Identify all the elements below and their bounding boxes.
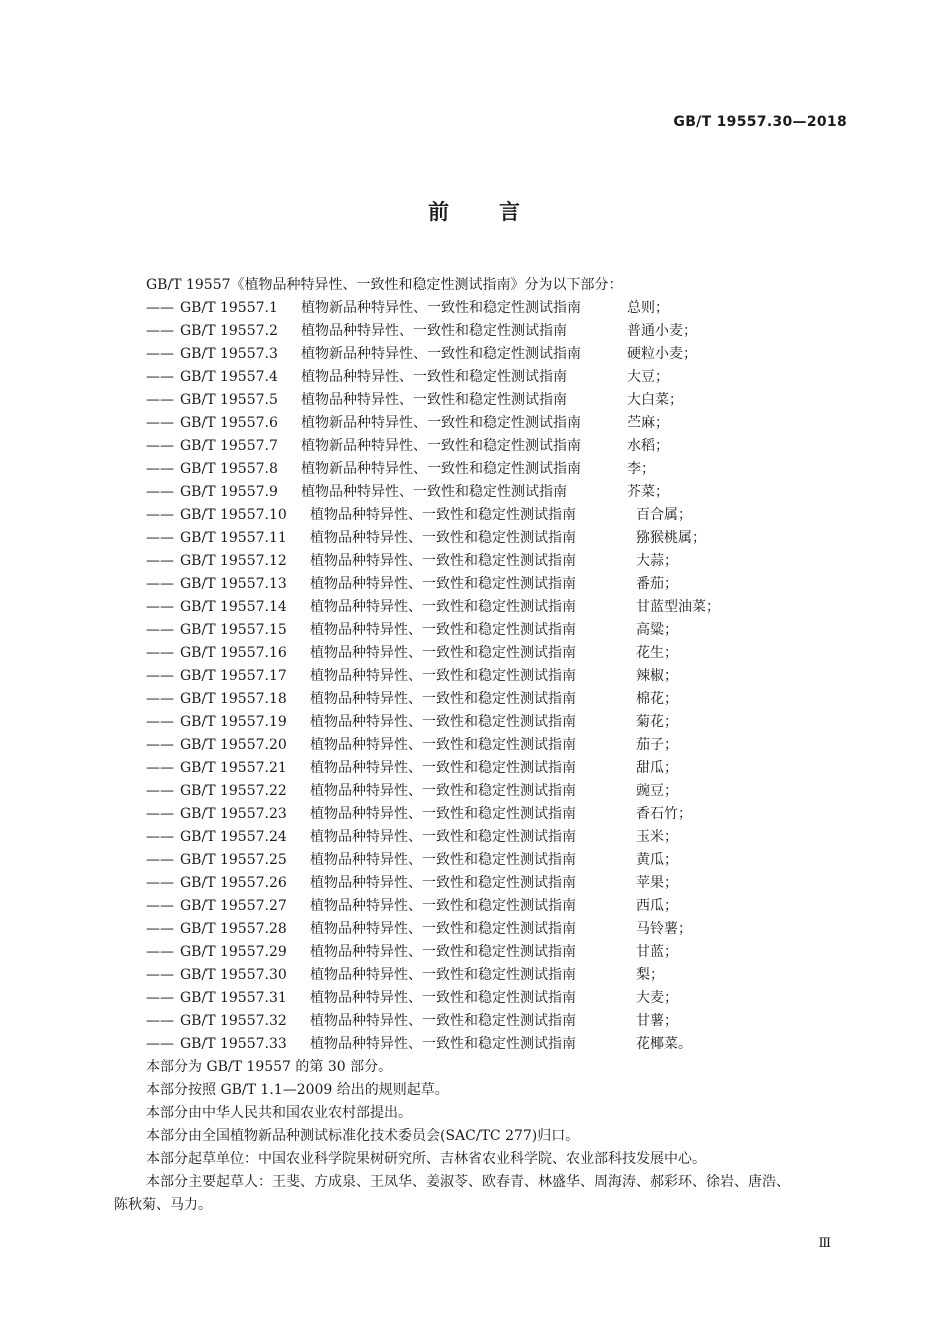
part-description: 植物品种特异性、一致性和稳定性测试指南	[310, 875, 576, 891]
list-dash: ——	[146, 484, 174, 500]
part-code: GB/T 19557.17	[180, 668, 287, 684]
title-char-1: 前	[428, 200, 451, 224]
part-crop: 猕猴桃属；	[636, 530, 706, 546]
part-crop: 苎麻；	[627, 415, 669, 431]
part-description: 植物新品种特异性、一致性和稳定性测试指南	[301, 415, 581, 431]
part-code: GB/T 19557.26	[180, 875, 287, 891]
part-code: GB/T 19557.31	[180, 990, 287, 1006]
drafters-continuation: 陈秋菊、马力。	[114, 1197, 212, 1213]
note-paragraph: 本部分起草单位：中国农业科学院果树研究所、吉林省农业科学院、农业部科技发展中心。	[146, 1151, 706, 1167]
part-description: 植物新品种特异性、一致性和稳定性测试指南	[301, 300, 581, 316]
list-item	[114, 343, 854, 366]
list-dash: ——	[146, 967, 174, 983]
list-item	[114, 573, 854, 596]
part-code: GB/T 19557.28	[180, 921, 287, 937]
part-description: 植物品种特异性、一致性和稳定性测试指南	[310, 576, 576, 592]
part-description: 植物品种特异性、一致性和稳定性测试指南	[310, 691, 576, 707]
list-dash: ——	[146, 622, 174, 638]
part-crop: 茄子；	[636, 737, 678, 753]
intro-paragraph: GB/T 19557《植物品种特异性、一致性和稳定性测试指南》分为以下部分：	[146, 277, 623, 293]
part-code: GB/T 19557.22	[180, 783, 287, 799]
list-dash: ——	[146, 990, 174, 1006]
part-crop: 棉花；	[636, 691, 678, 707]
list-item	[114, 849, 854, 872]
list-dash: ——	[146, 921, 174, 937]
list-item	[114, 619, 854, 642]
note-paragraph: 本部分由全国植物新品种测试标准化技术委员会(SAC/TC 277)归口。	[146, 1128, 580, 1144]
parts-list	[114, 297, 854, 1056]
list-item	[114, 872, 854, 895]
page-title	[0, 196, 950, 226]
part-description: 植物品种特异性、一致性和稳定性测试指南	[310, 829, 576, 845]
list-dash: ——	[146, 668, 174, 684]
part-description: 植物品种特异性、一致性和稳定性测试指南	[310, 990, 576, 1006]
list-dash: ——	[146, 530, 174, 546]
part-code: GB/T 19557.10	[180, 507, 287, 523]
part-description: 植物品种特异性、一致性和稳定性测试指南	[310, 967, 576, 983]
list-dash: ——	[146, 1036, 174, 1052]
part-description: 植物品种特异性、一致性和稳定性测试指南	[310, 622, 576, 638]
list-item	[114, 481, 854, 504]
part-crop: 总则；	[627, 300, 669, 316]
part-crop: 百合属；	[636, 507, 692, 523]
list-dash: ——	[146, 783, 174, 799]
part-crop: 番茄；	[636, 576, 678, 592]
list-dash: ——	[146, 737, 174, 753]
list-dash: ——	[146, 691, 174, 707]
part-crop: 大豆；	[627, 369, 669, 385]
part-description: 植物品种特异性、一致性和稳定性测试指南	[310, 1036, 576, 1052]
list-item	[114, 297, 854, 320]
part-crop: 芥菜；	[627, 484, 669, 500]
part-crop: 大蒜；	[636, 553, 678, 569]
part-code: GB/T 19557.21	[180, 760, 287, 776]
list-item	[114, 895, 854, 918]
list-dash: ——	[146, 944, 174, 960]
part-description: 植物品种特异性、一致性和稳定性测试指南	[310, 806, 576, 822]
part-code: GB/T 19557.3	[180, 346, 278, 362]
part-description: 植物品种特异性、一致性和稳定性测试指南	[301, 392, 567, 408]
part-description: 植物品种特异性、一致性和稳定性测试指南	[310, 760, 576, 776]
list-dash: ——	[146, 852, 174, 868]
part-code: GB/T 19557.14	[180, 599, 287, 615]
note-paragraph: 本部分主要起草人：王斐、方成泉、王凤华、姜淑苓、欧春青、林盛华、周海涛、郝彩环、徐岩、唐浩、	[146, 1174, 790, 1190]
part-code: GB/T 19557.11	[180, 530, 287, 546]
part-crop: 香石竹；	[636, 806, 692, 822]
list-item	[114, 320, 854, 343]
part-description: 植物品种特异性、一致性和稳定性测试指南	[310, 553, 576, 569]
part-code: GB/T 19557.13	[180, 576, 287, 592]
list-item	[114, 389, 854, 412]
list-item	[114, 734, 854, 757]
part-code: GB/T 19557.2	[180, 323, 278, 339]
part-code: GB/T 19557.4	[180, 369, 278, 385]
part-code: GB/T 19557.1	[180, 300, 278, 316]
list-dash: ——	[146, 438, 174, 454]
list-dash: ——	[146, 760, 174, 776]
part-description: 植物品种特异性、一致性和稳定性测试指南	[310, 1013, 576, 1029]
part-code: GB/T 19557.12	[180, 553, 287, 569]
part-code: GB/T 19557.23	[180, 806, 287, 822]
part-crop: 硬粒小麦；	[627, 346, 697, 362]
list-item	[114, 458, 854, 481]
part-description: 植物新品种特异性、一致性和稳定性测试指南	[301, 438, 581, 454]
list-dash: ——	[146, 507, 174, 523]
part-description: 植物品种特异性、一致性和稳定性测试指南	[310, 645, 576, 661]
list-dash: ——	[146, 875, 174, 891]
list-item	[114, 711, 854, 734]
list-dash: ——	[146, 599, 174, 615]
part-code: GB/T 19557.18	[180, 691, 287, 707]
part-crop: 梨；	[636, 967, 664, 983]
list-item	[114, 412, 854, 435]
notes-list	[114, 1056, 854, 1194]
list-dash: ——	[146, 576, 174, 592]
part-crop: 高粱；	[636, 622, 678, 638]
part-crop: 苹果；	[636, 875, 678, 891]
list-dash: ——	[146, 461, 174, 477]
list-dash: ——	[146, 415, 174, 431]
page-number: Ⅲ	[818, 1236, 830, 1251]
part-description: 植物品种特异性、一致性和稳定性测试指南	[310, 783, 576, 799]
list-item	[114, 964, 854, 987]
part-description: 植物品种特异性、一致性和稳定性测试指南	[301, 323, 567, 339]
note-paragraph: 本部分按照 GB/T 1.1—2009 给出的规则起草。	[146, 1082, 449, 1098]
part-code: GB/T 19557.8	[180, 461, 278, 477]
part-description: 植物品种特异性、一致性和稳定性测试指南	[310, 852, 576, 868]
part-crop: 辣椒；	[636, 668, 678, 684]
part-code: GB/T 19557.16	[180, 645, 287, 661]
part-description: 植物品种特异性、一致性和稳定性测试指南	[310, 507, 576, 523]
list-item	[114, 987, 854, 1010]
list-dash: ——	[146, 898, 174, 914]
list-dash: ——	[146, 645, 174, 661]
part-code: GB/T 19557.5	[180, 392, 278, 408]
part-code: GB/T 19557.24	[180, 829, 287, 845]
note-paragraph: 本部分由中华人民共和国农业农村部提出。	[146, 1105, 412, 1121]
list-item	[114, 550, 854, 573]
part-description: 植物品种特异性、一致性和稳定性测试指南	[310, 921, 576, 937]
part-crop: 西瓜；	[636, 898, 678, 914]
part-crop: 水稻；	[627, 438, 669, 454]
title-char-2: 言	[499, 200, 522, 224]
part-crop: 大白菜；	[627, 392, 683, 408]
list-dash: ——	[146, 300, 174, 316]
list-dash: ——	[146, 323, 174, 339]
standard-number: GB/T 19557.30—2018	[673, 114, 847, 130]
part-description: 植物品种特异性、一致性和稳定性测试指南	[310, 530, 576, 546]
list-dash: ——	[146, 714, 174, 730]
part-crop: 普通小麦；	[627, 323, 697, 339]
part-code: GB/T 19557.33	[180, 1036, 287, 1052]
part-description: 植物品种特异性、一致性和稳定性测试指南	[310, 737, 576, 753]
part-description: 植物品种特异性、一致性和稳定性测试指南	[310, 599, 576, 615]
part-crop: 豌豆；	[636, 783, 678, 799]
part-crop: 花椰菜。	[636, 1036, 692, 1052]
list-dash: ——	[146, 829, 174, 845]
part-description: 植物品种特异性、一致性和稳定性测试指南	[301, 369, 567, 385]
list-item	[114, 918, 854, 941]
part-code: GB/T 19557.15	[180, 622, 287, 638]
part-description: 植物品种特异性、一致性和稳定性测试指南	[301, 484, 567, 500]
part-description: 植物新品种特异性、一致性和稳定性测试指南	[301, 461, 581, 477]
list-item	[114, 941, 854, 964]
part-code: GB/T 19557.20	[180, 737, 287, 753]
part-crop: 大麦；	[636, 990, 678, 1006]
list-item	[114, 665, 854, 688]
list-dash: ——	[146, 553, 174, 569]
part-crop: 甘蓝型油菜；	[636, 599, 720, 615]
list-item	[114, 504, 854, 527]
part-crop: 甘蓝；	[636, 944, 678, 960]
part-description: 植物新品种特异性、一致性和稳定性测试指南	[301, 346, 581, 362]
part-crop: 甘薯；	[636, 1013, 678, 1029]
part-code: GB/T 19557.6	[180, 415, 278, 431]
part-crop: 李；	[627, 461, 655, 477]
list-item	[114, 1033, 854, 1056]
foreword-body	[114, 274, 854, 1217]
part-code: GB/T 19557.19	[180, 714, 287, 730]
list-dash: ——	[146, 392, 174, 408]
part-crop: 菊花；	[636, 714, 678, 730]
list-item	[114, 1010, 854, 1033]
list-dash: ——	[146, 369, 174, 385]
part-code: GB/T 19557.25	[180, 852, 287, 868]
part-description: 植物品种特异性、一致性和稳定性测试指南	[310, 668, 576, 684]
part-code: GB/T 19557.30	[180, 967, 287, 983]
list-item	[114, 803, 854, 826]
list-dash: ——	[146, 1013, 174, 1029]
part-description: 植物品种特异性、一致性和稳定性测试指南	[310, 714, 576, 730]
list-item	[114, 642, 854, 665]
list-item	[114, 435, 854, 458]
part-crop: 甜瓜；	[636, 760, 678, 776]
part-description: 植物品种特异性、一致性和稳定性测试指南	[310, 944, 576, 960]
list-item	[114, 780, 854, 803]
part-code: GB/T 19557.29	[180, 944, 287, 960]
list-item	[114, 366, 854, 389]
note-paragraph: 本部分为 GB/T 19557 的第 30 部分。	[146, 1059, 393, 1075]
part-code: GB/T 19557.32	[180, 1013, 287, 1029]
part-crop: 花生；	[636, 645, 678, 661]
list-dash: ——	[146, 806, 174, 822]
list-item	[114, 757, 854, 780]
part-description: 植物品种特异性、一致性和稳定性测试指南	[310, 898, 576, 914]
part-crop: 马铃薯；	[636, 921, 692, 937]
part-code: GB/T 19557.9	[180, 484, 278, 500]
part-crop: 黄瓜；	[636, 852, 678, 868]
list-item	[114, 826, 854, 849]
part-crop: 玉米；	[636, 829, 678, 845]
part-code: GB/T 19557.7	[180, 438, 278, 454]
list-item	[114, 596, 854, 619]
list-dash: ——	[146, 346, 174, 362]
part-code: GB/T 19557.27	[180, 898, 287, 914]
list-item	[114, 688, 854, 711]
list-item	[114, 527, 854, 550]
